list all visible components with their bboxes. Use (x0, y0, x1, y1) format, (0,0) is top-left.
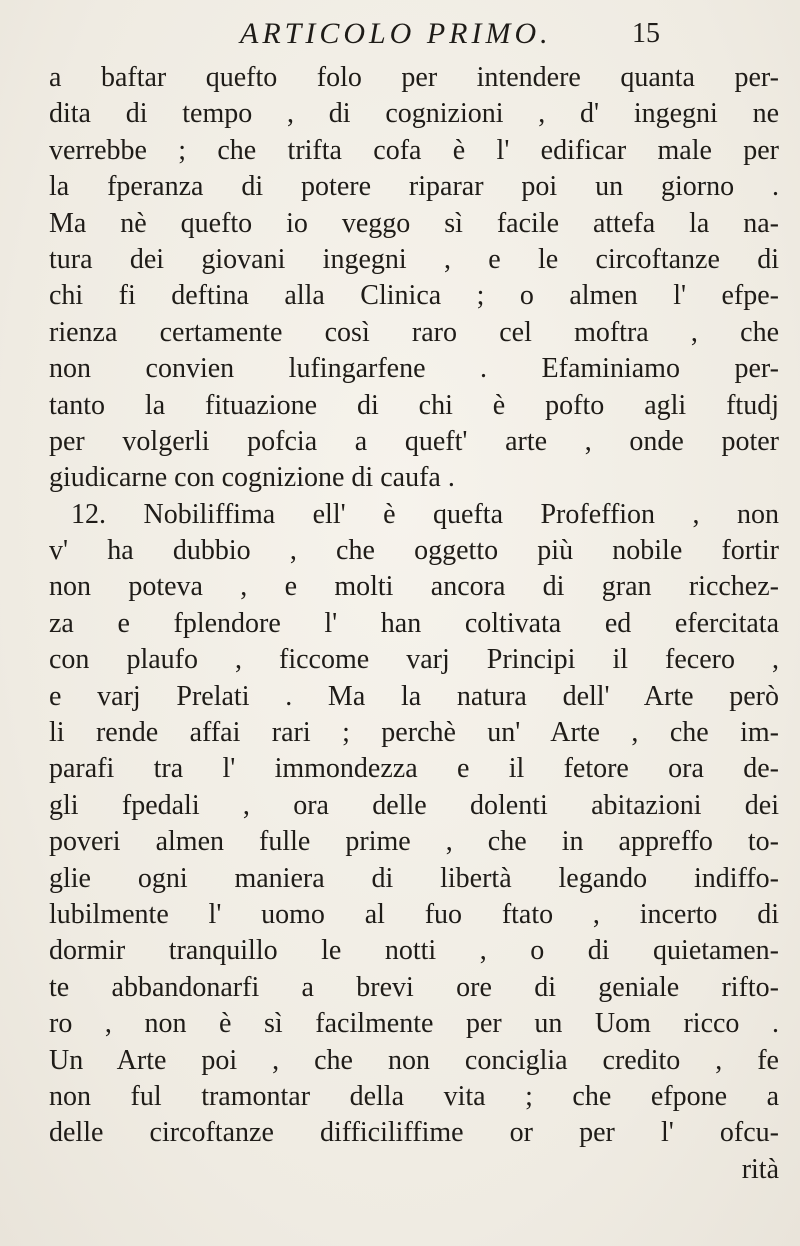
text-line: tanto la fituazione di chi è pofto agli ftudj (49, 389, 779, 421)
text-line: la fperanza di potere riparar poi un giorno . (49, 171, 779, 203)
text-line: poveri almen fulle prime , che in appreffo to- (49, 826, 779, 858)
text-line: ro , non è sì facilmente per un Uom ricco . (49, 1008, 779, 1040)
text-line: Ma nè quefto io veggo sì facile attefa la na- (49, 207, 779, 239)
running-title: ARTICOLO PRIMO. (240, 17, 552, 50)
text-line: tura dei giovani ingegni , e le circoftanze di (49, 243, 779, 275)
page-number: 15 (632, 18, 660, 49)
text-line: v' ha dubbio , che oggetto più nobile fortir (49, 535, 779, 567)
text-line: dormir tranquillo le notti , o di quietamen- (49, 935, 779, 967)
text-line: per volgerli pofcia a queft' arte , onde poter (49, 425, 779, 457)
text-line: a baftar quefto folo per intendere quanta per- (49, 62, 779, 93)
running-head (240, 14, 660, 54)
text-line-paragraph-start: 12. Nobiliffima ell' è quefta Profeffion , non (71, 498, 779, 530)
text-line: gli fpedali , ora delle dolenti abitazioni dei (49, 789, 779, 821)
body-text (49, 60, 779, 1188)
text-line: chi fi deftina alla Clinica ; o almen l' efpe- (49, 280, 779, 312)
text-line: con plaufo , ficcome varj Principi il fecero , (49, 644, 779, 676)
text-line: Un Arte poi , che non conciglia credito , fe (49, 1044, 779, 1076)
text-line: non convien lufingarfene . Efaminiamo per- (49, 353, 779, 385)
text-line: dita di tempo , di cognizioni , d' ingegni ne (49, 98, 779, 130)
text-line: delle circoftanze difficiliffime or per l' ofcu- (49, 1117, 779, 1149)
text-line: te abbandonarfi a brevi ore di geniale rifto- (49, 971, 779, 1003)
text-line: lubilmente l' uomo al fuo ftato , incerto di (49, 898, 779, 930)
text-line: non ful tramontar della vita ; che efpone a (49, 1080, 779, 1112)
text-line: li rende affai rari ; perchè un' Arte , che im- (49, 717, 779, 749)
text-line: rienza certamente così raro cel moftra , che (49, 316, 779, 348)
text-line: verrebbe ; che trifta cofa è l' edificar male per (49, 134, 779, 166)
text-line-paragraph-end: giudicarne con cognizione di caufa . (49, 462, 455, 494)
text-line: non poteva , e molti ancora di gran ricchez- (49, 571, 779, 603)
text-line: za e fplendore l' han coltivata ed efercitata (49, 607, 779, 639)
text-line: parafi tra l' immondezza e il fetore ora de- (49, 753, 779, 785)
text-line: e varj Prelati . Ma la natura dell' Arte però (49, 680, 779, 712)
catchword: rità (741, 1153, 779, 1185)
text-line: glie ogni maniera di libertà legando indiffo- (49, 862, 779, 894)
